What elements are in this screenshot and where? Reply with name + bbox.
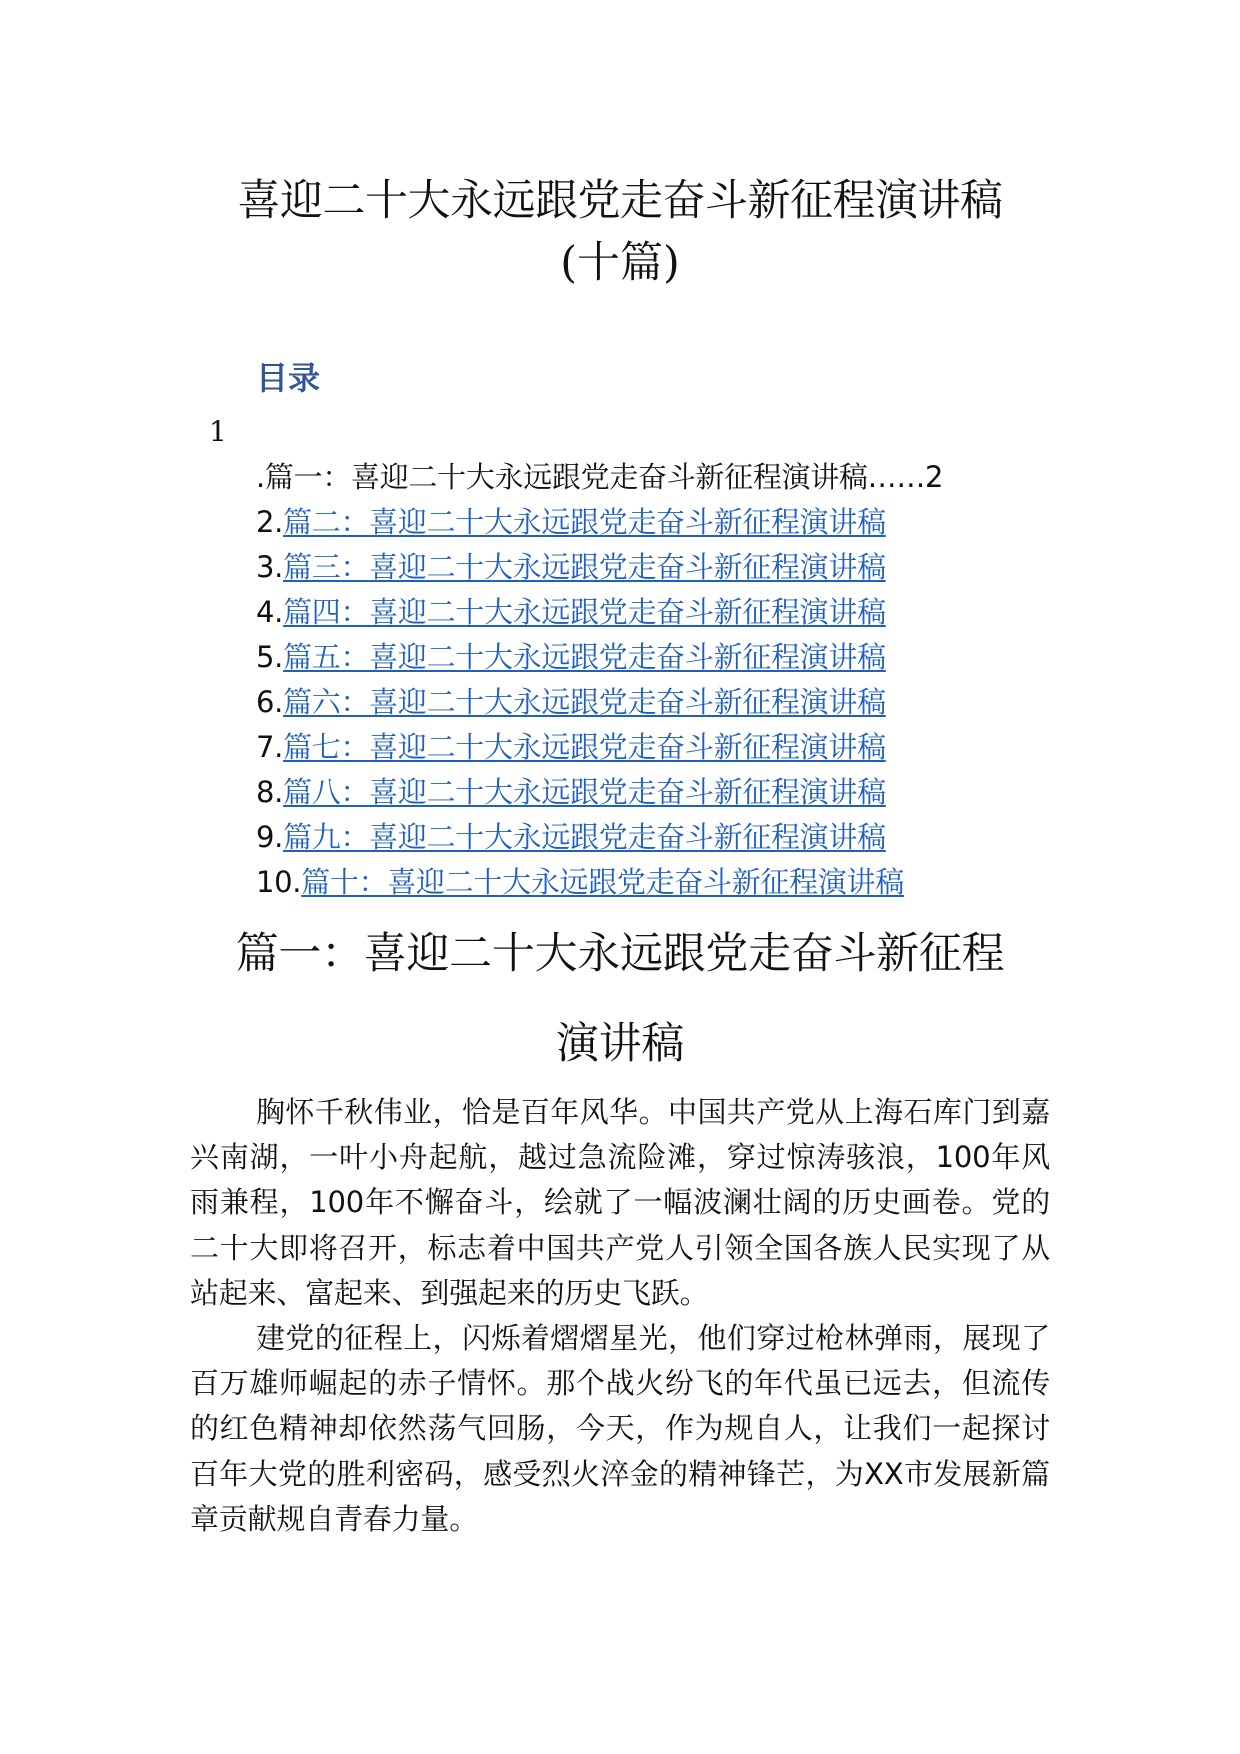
body-text xyxy=(190,1090,1050,1542)
toc-item-number: 2. xyxy=(256,505,284,539)
toc-item-number: 9. xyxy=(256,820,284,854)
toc-heading: 目录 xyxy=(256,359,321,397)
toc-item-number: 6. xyxy=(256,685,284,719)
toc-item-number: 4. xyxy=(256,595,284,629)
toc-item-3[interactable] xyxy=(256,550,886,584)
toc-item-4[interactable] xyxy=(256,595,886,629)
toc-item-number: 3. xyxy=(256,550,284,584)
toc-item-5[interactable] xyxy=(256,640,886,674)
toc-item-number: 10. xyxy=(256,865,302,899)
toc-link[interactable]: 篇二：喜迎二十大永远跟党走奋斗新征程演讲稿 xyxy=(283,505,886,539)
toc-link[interactable]: 篇三：喜迎二十大永远跟党走奋斗新征程演讲稿 xyxy=(283,550,886,584)
toc-page-marker: 1 xyxy=(209,415,227,448)
toc-link[interactable]: 篇七：喜迎二十大永远跟党走奋斗新征程演讲稿 xyxy=(283,730,886,764)
paragraph-2: 建党的征程上，闪烁着熠熠星光，他们穿过枪林弹雨，展现了百万雄师崛起的赤子情怀。那个战火纷飞的年代虽已远去，但流传的红色精神却依然荡气回肠，今天，作为规自人，让我们一起探讨百年大党的胜利密码，感受烈火淬金的精神锋芒，为XX市发展新篇章贡献规自青春力量。 xyxy=(190,1321,1050,1536)
toc-item-number: 8. xyxy=(256,775,284,809)
paragraph-1: 胸怀千秋伟业，恰是百年风华。中国共产党从上海石库门到嘉兴南湖，一叶小舟起航，越过急流险滩，穿过惊涛骇浪，100年风雨兼程，100年不懈奋斗，绘就了一幅波澜壮阔的历史画卷。党的二十大即将召开，标志着中国共产党人引领全国各族人民实现了从站起来、富起来、到强起来的历史飞跃。 xyxy=(190,1095,1050,1310)
section-title-continued: 演讲稿 xyxy=(555,1019,685,1069)
toc-link[interactable]: 篇八：喜迎二十大永远跟党走奋斗新征程演讲稿 xyxy=(283,775,886,809)
toc-link[interactable]: 篇四：喜迎二十大永远跟党走奋斗新征程演讲稿 xyxy=(283,595,886,629)
toc-link[interactable]: 篇十：喜迎二十大永远跟党走奋斗新征程演讲稿 xyxy=(301,865,904,899)
section-title: 篇一：喜迎二十大永远跟党走奋斗新征程 xyxy=(235,929,1005,979)
toc-item-number: 5. xyxy=(256,640,284,674)
document-title: 喜迎二十大永远跟党走奋斗新征程演讲稿 xyxy=(237,176,1003,226)
toc-item-text[interactable]: .篇一：喜迎二十大永远跟党走奋斗新征程演讲稿……2 xyxy=(256,460,944,494)
toc-item-7[interactable] xyxy=(256,730,886,764)
toc-item-1[interactable] xyxy=(256,460,944,494)
toc-link[interactable]: 篇六：喜迎二十大永远跟党走奋斗新征程演讲稿 xyxy=(283,685,886,719)
toc-link[interactable]: 篇九：喜迎二十大永远跟党走奋斗新征程演讲稿 xyxy=(283,820,886,854)
toc-link[interactable]: 篇五：喜迎二十大永远跟党走奋斗新征程演讲稿 xyxy=(283,640,886,674)
toc-item-2[interactable] xyxy=(256,505,886,539)
document-subtitle: (十篇) xyxy=(560,238,680,288)
toc-item-8[interactable] xyxy=(256,775,886,809)
toc-item-9[interactable] xyxy=(256,820,886,854)
toc-item-number: 7. xyxy=(256,730,284,764)
toc-item-6[interactable] xyxy=(256,685,886,719)
toc-item-10[interactable] xyxy=(256,865,904,899)
